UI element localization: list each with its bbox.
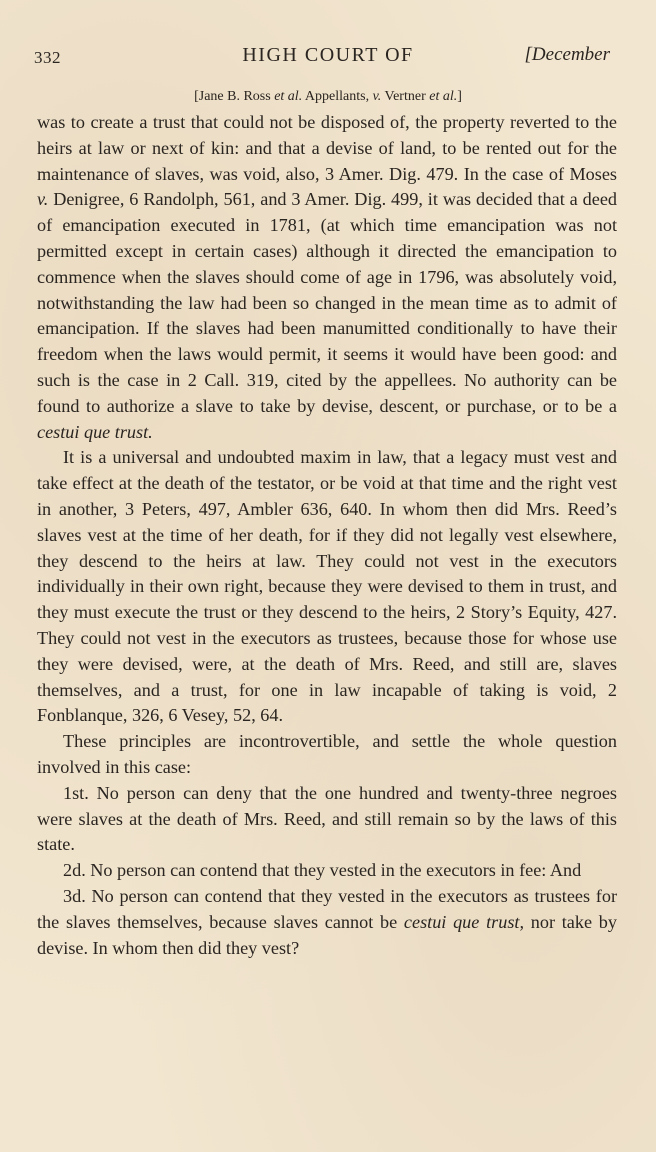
text-run: It is a universal and undoubted maxim in law, that a legacy must vest and take effect at the death of the testator, or be void at that time and the right vest in another, 3 Peters, 497, Ambler 636, 640. In whom then did Mrs. Reed’s slaves vest at the time of her death, for if they did not legally vest elsewhere, they descend to the heirs at law. They could not vest in the executors individually in their own right, because they were devised to them in trust, and they must execute the trust or they descend to the heirs, 2 Story’s Equity, 427. They could not vest in the executors as trustees, because those for whose use they were devised, were, at the death of Mrs. Reed, and still are, slaves themselves, and a trust, for one in law incapable of taking is void, 2 Fonblanque, 326, 6 Vesey, 52, 64. (37, 447, 617, 726)
text-run: was to create a trust that could not be disposed of, the property reverted to the heirs at law or next of kin: and that a devise of land, to be rented out for the maintenance of slaves, was void, also, 3 Amer. Dig. 479. In the case of Moses (37, 112, 617, 184)
paragraph-continuation (37, 110, 617, 445)
text-run: Denigree, 6 Randolph, 561, and 3 Amer. Dig. 499, it was decided that a deed of emancipation executed in 1781, (at which time emancipation was not permitted except in certain cases) although it directed the emancipation to commence when the slaves should come of age in 1796, was absolutely void, notwithstanding the law had been so changed in the mean time as to admit of emancipation. If the slaves had been manumitted conditionally to have their freedom when the laws would permit, it seems it would have been good: and such is the case in 2 Call. 319, cited by the appellees. No authority can be found to authorize a slave to take by devise, descent, or purchase, or to be a (37, 189, 617, 416)
caption-et-al: et al. (274, 89, 303, 104)
running-head-month: [December (524, 44, 610, 65)
running-head: HIGH COURT OF (242, 44, 414, 66)
caption-et-al: et al. (429, 89, 458, 104)
text-run-italic: v. (37, 189, 49, 210)
case-caption (0, 89, 656, 105)
text-run: nor take by devise. In whom then did they vest? (37, 911, 617, 958)
text-run: 2d. No person can contend that they vested in the executors in fee: And (63, 860, 582, 881)
caption-versus: v. (372, 89, 382, 104)
text-run: These principles are incontrovertible, and settle the whole question involved in this case: (37, 731, 617, 777)
paragraph-principles (37, 729, 617, 781)
text-run-italic: cestui que trust, (403, 911, 525, 932)
caption-text: Appellants, (302, 89, 373, 104)
text-run: 3d. No person can contend that they vested in the executors as trustees for the slaves themselves, because slaves cannot be (37, 885, 617, 932)
paragraph-first-point (37, 781, 617, 858)
paragraph-third-point (37, 884, 617, 961)
paragraph-legacy-maxim (37, 445, 617, 729)
caption-text: Vertner (381, 89, 430, 104)
text-run: 1st. No person can deny that the one hundred and twenty-three negroes were slaves at the death of Mrs. Reed, and still remain so by the laws of this state. (37, 782, 617, 855)
caption-text: [Jane B. Ross (194, 89, 275, 104)
page-number: 332 (34, 48, 61, 67)
caption-text: ] (457, 89, 462, 104)
text-run-italic: cestui que trust. (37, 421, 153, 442)
paragraph-second-point (37, 858, 617, 884)
body-text (37, 110, 617, 961)
